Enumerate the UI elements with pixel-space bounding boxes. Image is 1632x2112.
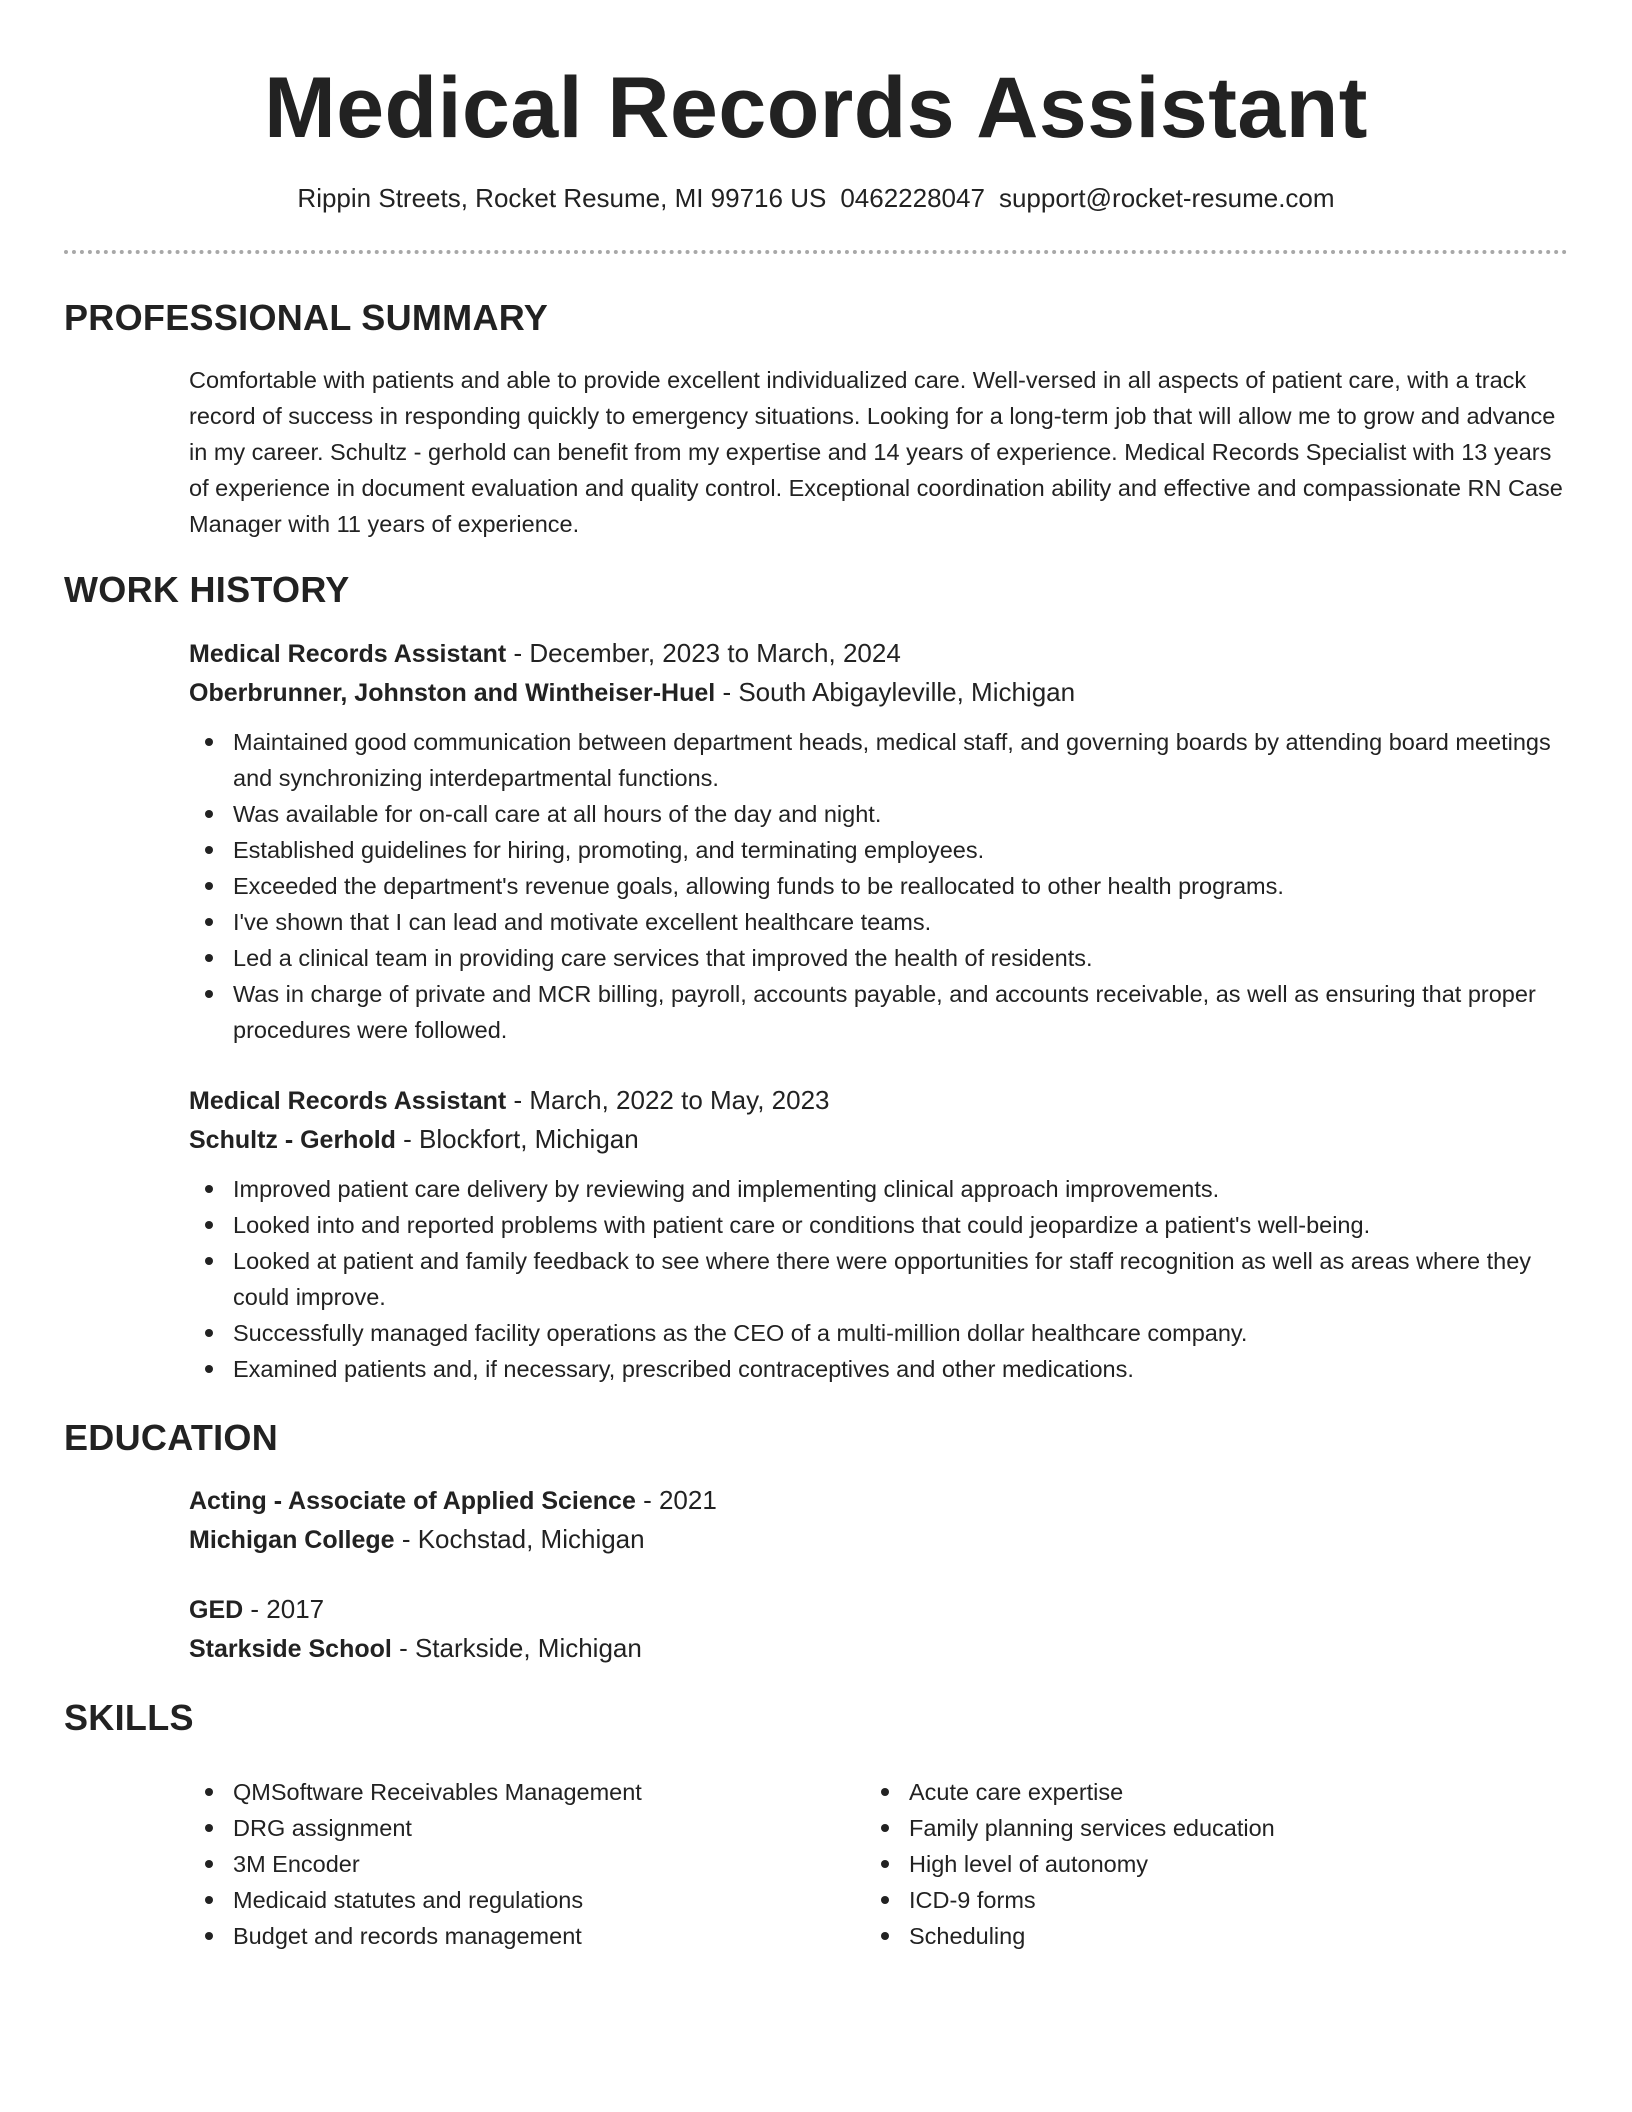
- education-year: - 2017: [243, 1594, 325, 1624]
- job-title-line: [189, 1081, 1569, 1120]
- list-item: Budget and records management: [189, 1918, 839, 1954]
- job-company: Oberbrunner, Johnston and Wintheiser-Huel: [189, 679, 716, 707]
- education-degree: GED: [189, 1596, 244, 1624]
- job-bullets: [189, 724, 1569, 1048]
- job-location: - Blockfort, Michigan: [395, 1124, 639, 1154]
- list-item: Led a clinical team in providing care services that improved the health of residents.: [189, 940, 1569, 976]
- skills-heading: SKILLS: [64, 1697, 194, 1738]
- job-role: Medical Records Assistant: [189, 640, 507, 668]
- skills-column-right: [865, 1774, 1515, 1954]
- job-role: Medical Records Assistant: [189, 1087, 507, 1115]
- skills-column-left: [189, 1774, 839, 1954]
- education-school: Starkside School: [189, 1635, 392, 1663]
- education-school-line: [189, 1629, 1569, 1668]
- list-item: Was in charge of private and MCR billing, payroll, accounts payable, and accounts receivable, as well as ensuring that proper procedures were followed.: [189, 976, 1569, 1048]
- list-item: Was available for on-call care at all hours of the day and night.: [189, 796, 1569, 832]
- list-item: Looked at patient and family feedback to see where there were opportunities for staff recognition as well as areas where they could improve.: [189, 1243, 1569, 1315]
- education-degree: Acting - Associate of Applied Science: [189, 1487, 636, 1515]
- list-item: Family planning services education: [865, 1810, 1515, 1846]
- job-company-line: [189, 1120, 1569, 1159]
- work-history-heading: WORK HISTORY: [64, 569, 350, 610]
- summary-text: Comfortable with patients and able to provide excellent individualized care. Well-versed in all aspects of patient care, with a track record of success in responding quickly to emergency situations. Looking for a long-term job that will allow me to grow and advance in my career. Schultz - gerhold can benefit from my expertise and 14 years of experience. Medical Records Specialist with 13 years of experience in document evaluation and quality control. Exceptional coordination ability and effective and compassionate RN Case Manager with 11 years of experience.: [189, 367, 1563, 537]
- list-item: Exceeded the department's revenue goals, allowing funds to be reallocated to other health programs.: [189, 868, 1569, 904]
- education-degree-line: [189, 1590, 1569, 1629]
- job-title-line: [189, 634, 1569, 673]
- job-company: Schultz - Gerhold: [189, 1126, 396, 1154]
- list-item: High level of autonomy: [865, 1846, 1515, 1882]
- list-item: I've shown that I can lead and motivate excellent healthcare teams.: [189, 904, 1569, 940]
- job-entry: [189, 634, 1569, 1048]
- list-item: Established guidelines for hiring, promoting, and terminating employees.: [189, 832, 1569, 868]
- job-company-line: [189, 673, 1569, 712]
- job-dates: - March, 2022 to May, 2023: [506, 1085, 830, 1115]
- job-dates: - December, 2023 to March, 2024: [506, 638, 901, 668]
- list-item: Acute care expertise: [865, 1774, 1515, 1810]
- job-location: - South Abigayleville, Michigan: [715, 677, 1076, 707]
- education-entry: [189, 1481, 1569, 1559]
- education-location: - Starkside, Michigan: [391, 1633, 642, 1663]
- header-divider: [64, 250, 1568, 254]
- education-year: - 2021: [635, 1485, 717, 1515]
- education-heading: EDUCATION: [64, 1417, 279, 1458]
- education-location: - Kochstad, Michigan: [394, 1524, 645, 1554]
- education-school-line: [189, 1520, 1569, 1559]
- list-item: QMSoftware Receivables Management: [189, 1774, 839, 1810]
- contact-email: support@rocket-resume.com: [998, 183, 1335, 213]
- job-entry: [189, 1081, 1569, 1387]
- list-item: Scheduling: [865, 1918, 1515, 1954]
- list-item: ICD-9 forms: [865, 1882, 1515, 1918]
- contact-line: [0, 180, 1632, 216]
- summary-heading: PROFESSIONAL SUMMARY: [64, 297, 549, 338]
- education-school: Michigan College: [189, 1526, 395, 1554]
- list-item: Examined patients and, if necessary, prescribed contraceptives and other medications.: [189, 1351, 1569, 1387]
- list-item: 3M Encoder: [189, 1846, 839, 1882]
- list-item: DRG assignment: [189, 1810, 839, 1846]
- summary-block: [189, 362, 1569, 542]
- list-item: Looked into and reported problems with patient care or conditions that could jeopardize a patient's well-being.: [189, 1207, 1569, 1243]
- education-degree-line: [189, 1481, 1569, 1520]
- contact-address: Rippin Streets, Rocket Resume, MI 99716 US: [297, 183, 827, 213]
- list-item: Maintained good communication between department heads, medical staff, and governing boards by attending board meetings and synchronizing interdepartmental functions.: [189, 724, 1569, 796]
- list-item: Improved patient care delivery by reviewing and implementing clinical approach improvements.: [189, 1171, 1569, 1207]
- list-item: Medicaid statutes and regulations: [189, 1882, 839, 1918]
- contact-phone: 0462228047: [840, 183, 985, 213]
- job-bullets: [189, 1171, 1569, 1387]
- resume-name: Medical Records Assistant: [264, 60, 1368, 156]
- education-entry: [189, 1590, 1569, 1668]
- list-item: Successfully managed facility operations as the CEO of a multi-million dollar healthcare company.: [189, 1315, 1569, 1351]
